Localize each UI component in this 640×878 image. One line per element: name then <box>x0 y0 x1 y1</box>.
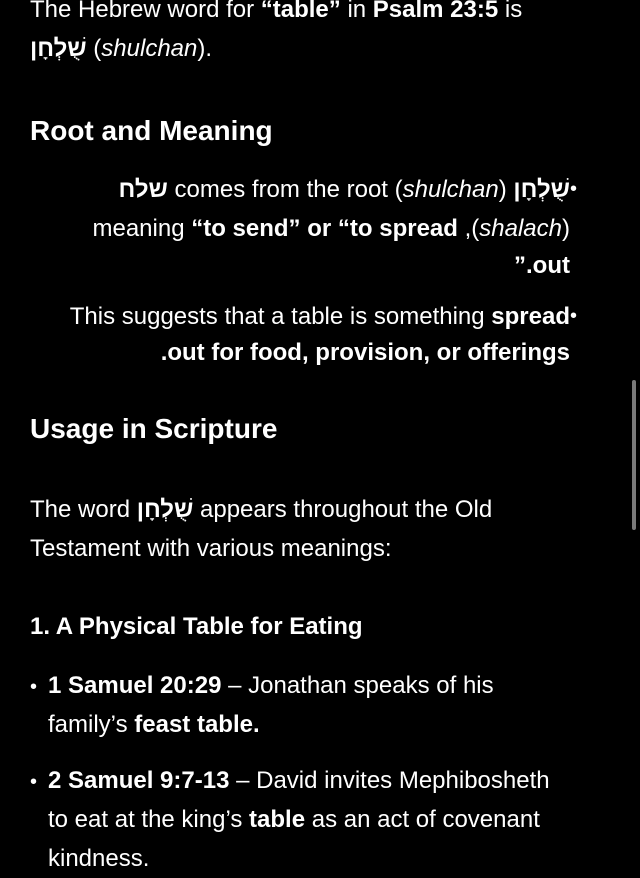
root-bold-provision: .out for food, provision, or offerings <box>160 339 570 366</box>
root-text: meaning <box>92 215 192 242</box>
list-item-text: family’s <box>48 711 135 738</box>
intro-text: ). <box>197 35 213 62</box>
root-translit: shulchan <box>402 176 499 203</box>
root-bullet2-line1 <box>70 297 570 336</box>
scripture-ref: 2 Samuel 9:7-13 <box>48 767 230 794</box>
intro-text: is <box>498 0 523 23</box>
intro-bold-psalm: Psalm 23:5 <box>372 0 499 23</box>
subheading-physical-table: 1. A Physical Table for Eating <box>30 613 363 640</box>
intro-text: ( <box>86 35 102 62</box>
usage-hebrew-word: שֻׁלְחָן <box>136 496 194 523</box>
usage-text: The word <box>30 496 137 523</box>
root-bold-spread-word: spread <box>491 303 570 330</box>
root-bold-spread: “to spread <box>337 215 458 242</box>
root-bullet2-line2 <box>161 333 570 372</box>
intro-hebrew-word: שֻׁלְחָן <box>30 35 87 62</box>
intro-text: in <box>340 0 373 23</box>
root-text: comes from the root ( <box>167 176 403 203</box>
scripture-ref: 1 Samuel 20:29 <box>48 672 222 699</box>
list-item-text: to eat at the king’s <box>48 806 250 833</box>
root-bullet1-line3 <box>514 246 570 285</box>
intro-text: The Hebrew word for <box>30 0 261 23</box>
intro-transliteration: shulchan <box>101 35 198 62</box>
root-translit-shalach: shalach <box>479 215 562 242</box>
bullet-dot: • <box>570 305 578 327</box>
intro-paragraph <box>30 0 600 68</box>
heading-usage-in-scripture: Usage in Scripture <box>30 413 278 444</box>
root-text: ) <box>498 176 514 203</box>
root-text: This suggests that a table is something <box>69 303 492 330</box>
usage-paragraph <box>30 490 600 568</box>
root-hebrew-word: שֻׁלְחָן <box>513 176 570 203</box>
list-item <box>48 666 608 744</box>
root-text: ,( <box>457 215 480 242</box>
root-bold-or: or <box>300 215 338 242</box>
usage-text: appears throughout the Old <box>193 496 493 523</box>
bullet-dot: • <box>30 771 38 793</box>
list-item-text: – David invites Mephibosheth <box>229 767 550 794</box>
root-bullet1-line1 <box>119 170 571 209</box>
usage-text: Testament with various meanings: <box>30 535 392 562</box>
list-item-bold: feast table. <box>134 711 260 738</box>
root-hebrew: שלח <box>118 176 168 203</box>
list-item <box>48 761 608 878</box>
bullet-dot: • <box>30 676 38 698</box>
heading-root-and-meaning: Root and Meaning <box>30 115 273 146</box>
list-item-text: kindness. <box>48 845 150 872</box>
root-bullet1-line2 <box>92 209 570 248</box>
list-item-text: – Jonathan speaks of his <box>221 672 494 699</box>
root-bold-send: “to send” <box>191 215 301 242</box>
root-text: ) <box>562 215 570 242</box>
intro-bold-table: “table” <box>260 0 341 23</box>
list-item-text: as an act of covenant <box>305 806 540 833</box>
scrollbar[interactable] <box>632 380 636 530</box>
list-item-bold: table <box>249 806 306 833</box>
root-bold-out: ”.out <box>514 252 570 279</box>
bullet-dot: • <box>570 178 578 200</box>
